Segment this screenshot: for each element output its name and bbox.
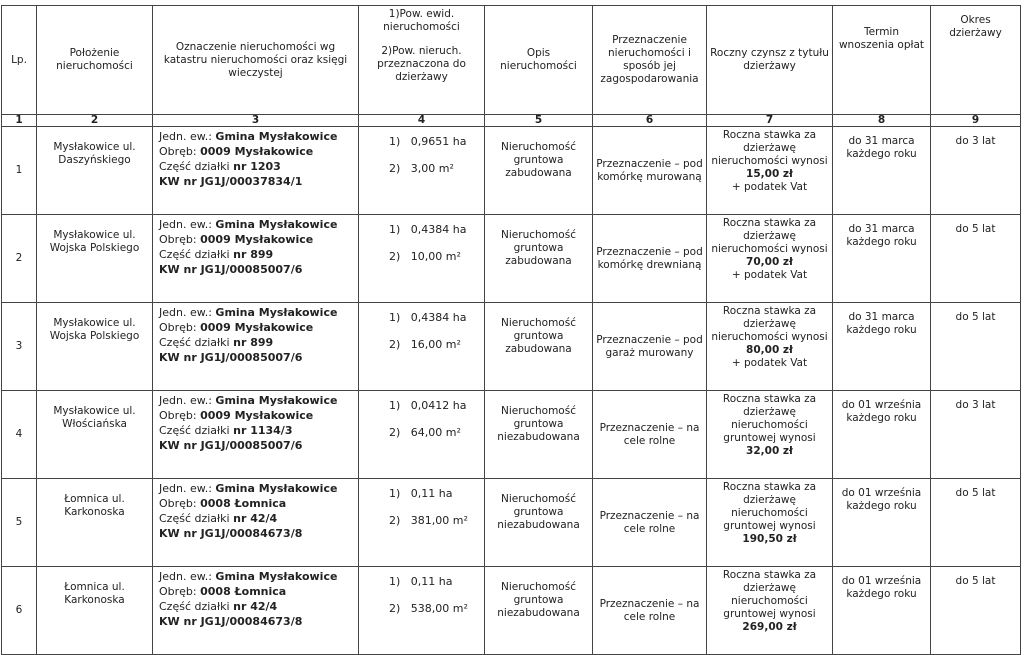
rent-prefix: Roczna stawka za dzierżawę nieruchomości <box>722 393 817 431</box>
description: Nieruchomość gruntowa niezabudowana <box>485 479 593 567</box>
rent-amount: 80,00 zł <box>746 344 793 356</box>
description: Nieruchomość gruntowa niezabudowana <box>485 391 593 479</box>
label-plot: Część działki <box>159 160 234 173</box>
plot-value: nr 899 <box>233 336 274 349</box>
header-area-1: 1)Pow. ewid. nieruchomości <box>383 8 460 33</box>
label-obreb: Obręb: <box>159 497 201 510</box>
obreb-value: 0009 Mysłakowice <box>200 321 314 334</box>
rent <box>707 215 833 303</box>
row-number: 4 <box>2 391 37 479</box>
plot-value: nr 42/4 <box>233 600 278 613</box>
location: Mysłakowice ul. Daszyńskiego <box>37 127 153 215</box>
area <box>359 303 485 391</box>
area <box>359 127 485 215</box>
rent-prefix: Roczna stawka za dzierżawę nieruchomości <box>711 129 817 167</box>
purpose: Przeznaczenie – na cele rolne <box>593 391 707 479</box>
label-plot: Część działki <box>159 336 234 349</box>
label-plot: Część działki <box>159 248 234 261</box>
rent-text: wynosi <box>791 155 828 167</box>
location: Mysłakowice ul. Wojska Polskiego <box>37 303 153 391</box>
col-number: 7 <box>707 115 833 127</box>
rent <box>707 567 833 655</box>
description: Nieruchomość gruntowa zabudowana <box>485 127 593 215</box>
lease-period: do 5 lat <box>931 567 1021 655</box>
rent-text: wynosi <box>791 331 828 343</box>
purpose: Przeznaczenie – na cele rolne <box>593 479 707 567</box>
payment-term: do 31 marca każdego roku <box>833 127 931 215</box>
col-number: 3 <box>153 115 359 127</box>
cadastre-info <box>153 567 359 655</box>
row-number: 2 <box>2 215 37 303</box>
area <box>359 391 485 479</box>
land-register-number: KW nr JG1J/00085007/6 <box>159 439 303 452</box>
plot-value: nr 42/4 <box>233 512 278 525</box>
header-row <box>2 6 1021 115</box>
table-row <box>2 567 1021 655</box>
rent-text: gruntowej wynosi <box>723 608 816 620</box>
area-leased: 2) 16,00 m² <box>389 338 461 351</box>
vat-note: + podatek Vat <box>731 181 808 193</box>
header-lease-period: Okres dzierżawy <box>931 6 1021 115</box>
obreb-value: 0009 Mysłakowice <box>200 409 314 422</box>
table-row <box>2 215 1021 303</box>
area <box>359 567 485 655</box>
lease-period: do 5 lat <box>931 303 1021 391</box>
row-number: 3 <box>2 303 37 391</box>
location: Mysłakowice ul. Włościańska <box>37 391 153 479</box>
label-obreb: Obręb: <box>159 233 201 246</box>
area-total: 1) 0,11 ha <box>389 575 453 588</box>
area-total: 1) 0,4384 ha <box>389 223 467 236</box>
rent-amount: 269,00 zł <box>742 621 797 633</box>
label-jedn: Jedn. ew.: <box>159 394 216 407</box>
land-register-number: KW nr JG1J/00084673/8 <box>159 615 303 628</box>
lease-period: do 5 lat <box>931 479 1021 567</box>
lease-period: do 3 lat <box>931 391 1021 479</box>
lease-period: do 3 lat <box>931 127 1021 215</box>
cadastre-info <box>153 215 359 303</box>
payment-term: do 01 września każdego roku <box>833 567 931 655</box>
land-register-number: KW nr JG1J/00085007/6 <box>159 351 303 364</box>
purpose: Przeznaczenie – pod komórkę murowaną <box>593 127 707 215</box>
rent-prefix: Roczna stawka za dzierżawę nieruchomości <box>711 305 817 343</box>
table-row <box>2 391 1021 479</box>
obreb-value: 0008 Łomnica <box>200 585 287 598</box>
rent-prefix: Roczna stawka za dzierżawę nieruchomości <box>722 481 817 519</box>
cadastre-info <box>153 479 359 567</box>
area-total: 1) 0,0412 ha <box>389 399 467 412</box>
location: Łomnica ul. Karkonoska <box>37 567 153 655</box>
table-row <box>2 127 1021 215</box>
row-number: 6 <box>2 567 37 655</box>
rent-text: gruntowej wynosi <box>723 520 816 532</box>
label-obreb: Obręb: <box>159 145 201 158</box>
rent-amount: 70,00 zł <box>746 256 793 268</box>
label-jedn: Jedn. ew.: <box>159 570 216 583</box>
rent-amount: 190,50 zł <box>742 533 797 545</box>
obreb-value: 0008 Łomnica <box>200 497 287 510</box>
purpose: Przeznaczenie – pod komórkę drewnianą <box>593 215 707 303</box>
jedn-value: Gmina Mysłakowice <box>215 130 338 143</box>
label-jedn: Jedn. ew.: <box>159 130 216 143</box>
area-total: 1) 0,9651 ha <box>389 135 467 148</box>
header-location: Położenie nieruchomości <box>37 6 153 115</box>
header-payment-term: Termin wnoszenia opłat <box>833 6 931 115</box>
plot-value: nr 1134/3 <box>233 424 293 437</box>
header-area <box>359 6 485 115</box>
rent-amount: 15,00 zł <box>746 168 793 180</box>
col-number: 5 <box>485 115 593 127</box>
area-total: 1) 0,4384 ha <box>389 311 467 324</box>
plot-value: nr 1203 <box>233 160 281 173</box>
header-purpose: Przeznaczenie nieruchomości i sposób jej zagospodarowania <box>593 6 707 115</box>
cadastre-info <box>153 391 359 479</box>
description: Nieruchomość gruntowa niezabudowana <box>485 567 593 655</box>
label-obreb: Obręb: <box>159 585 201 598</box>
row-number: 5 <box>2 479 37 567</box>
rent <box>707 127 833 215</box>
cadastre-info <box>153 127 359 215</box>
rent-text: wynosi <box>791 243 828 255</box>
jedn-value: Gmina Mysłakowice <box>215 218 338 231</box>
jedn-value: Gmina Mysłakowice <box>215 482 338 495</box>
payment-term: do 31 marca każdego roku <box>833 303 931 391</box>
rent-prefix: Roczna stawka za dzierżawę nieruchomości <box>711 217 817 255</box>
jedn-value: Gmina Mysłakowice <box>215 306 338 319</box>
obreb-value: 0009 Mysłakowice <box>200 145 314 158</box>
col-number: 8 <box>833 115 931 127</box>
area-leased: 2) 10,00 m² <box>389 250 461 263</box>
col-number: 4 <box>359 115 485 127</box>
header-rent: Roczny czynsz z tytułu dzierżawy <box>707 6 833 115</box>
lease-period: do 5 lat <box>931 215 1021 303</box>
land-register-number: KW nr JG1J/00084673/8 <box>159 527 303 540</box>
area-leased: 2) 381,00 m² <box>389 514 468 527</box>
rent <box>707 391 833 479</box>
area-total: 1) 0,11 ha <box>389 487 453 500</box>
lease-table <box>1 5 1021 655</box>
label-plot: Część działki <box>159 600 234 613</box>
header-area-2: 2)Pow. nieruch. przeznaczona do dzierżawy <box>377 45 466 83</box>
header-description: Opis nieruchomości <box>485 6 593 115</box>
vat-note: + podatek Vat <box>731 357 808 369</box>
rent-text: gruntowej wynosi <box>723 432 816 444</box>
jedn-value: Gmina Mysłakowice <box>215 570 338 583</box>
label-jedn: Jedn. ew.: <box>159 306 216 319</box>
area-leased: 2) 3,00 m² <box>389 162 454 175</box>
payment-term: do 31 marca każdego roku <box>833 215 931 303</box>
table-row <box>2 479 1021 567</box>
description: Nieruchomość gruntowa zabudowana <box>485 303 593 391</box>
label-obreb: Obręb: <box>159 409 201 422</box>
area <box>359 479 485 567</box>
jedn-value: Gmina Mysłakowice <box>215 394 338 407</box>
label-jedn: Jedn. ew.: <box>159 218 216 231</box>
purpose: Przeznaczenie – na cele rolne <box>593 567 707 655</box>
col-number: 1 <box>2 115 37 127</box>
payment-term: do 01 września każdego roku <box>833 391 931 479</box>
col-number: 9 <box>931 115 1021 127</box>
label-jedn: Jedn. ew.: <box>159 482 216 495</box>
payment-term: do 01 września każdego roku <box>833 479 931 567</box>
land-register-number: KW nr JG1J/00085007/6 <box>159 263 303 276</box>
cadastre-info <box>153 303 359 391</box>
table-row <box>2 303 1021 391</box>
row-number: 1 <box>2 127 37 215</box>
label-obreb: Obręb: <box>159 321 201 334</box>
col-number: 2 <box>37 115 153 127</box>
header-cadastre: Oznaczenie nieruchomości wg katastru nieruchomości oraz księgi wieczystej <box>153 6 359 115</box>
label-plot: Część działki <box>159 424 234 437</box>
rent-amount: 32,00 zł <box>746 445 793 457</box>
area <box>359 215 485 303</box>
col-number: 6 <box>593 115 707 127</box>
purpose: Przeznaczenie – pod garaż murowany <box>593 303 707 391</box>
column-number-row <box>2 115 1021 127</box>
location: Łomnica ul. Karkonoska <box>37 479 153 567</box>
vat-note: + podatek Vat <box>731 269 808 281</box>
plot-value: nr 899 <box>233 248 274 261</box>
rent-prefix: Roczna stawka za dzierżawę nieruchomości <box>722 569 817 607</box>
area-leased: 2) 64,00 m² <box>389 426 461 439</box>
obreb-value: 0009 Mysłakowice <box>200 233 314 246</box>
location: Mysłakowice ul. Wojska Polskiego <box>37 215 153 303</box>
area-leased: 2) 538,00 m² <box>389 602 468 615</box>
rent <box>707 479 833 567</box>
land-register-number: KW nr JG1J/00037834/1 <box>159 175 303 188</box>
rent <box>707 303 833 391</box>
header-lp: Lp. <box>2 6 37 115</box>
description: Nieruchomość gruntowa zabudowana <box>485 215 593 303</box>
label-plot: Część działki <box>159 512 234 525</box>
